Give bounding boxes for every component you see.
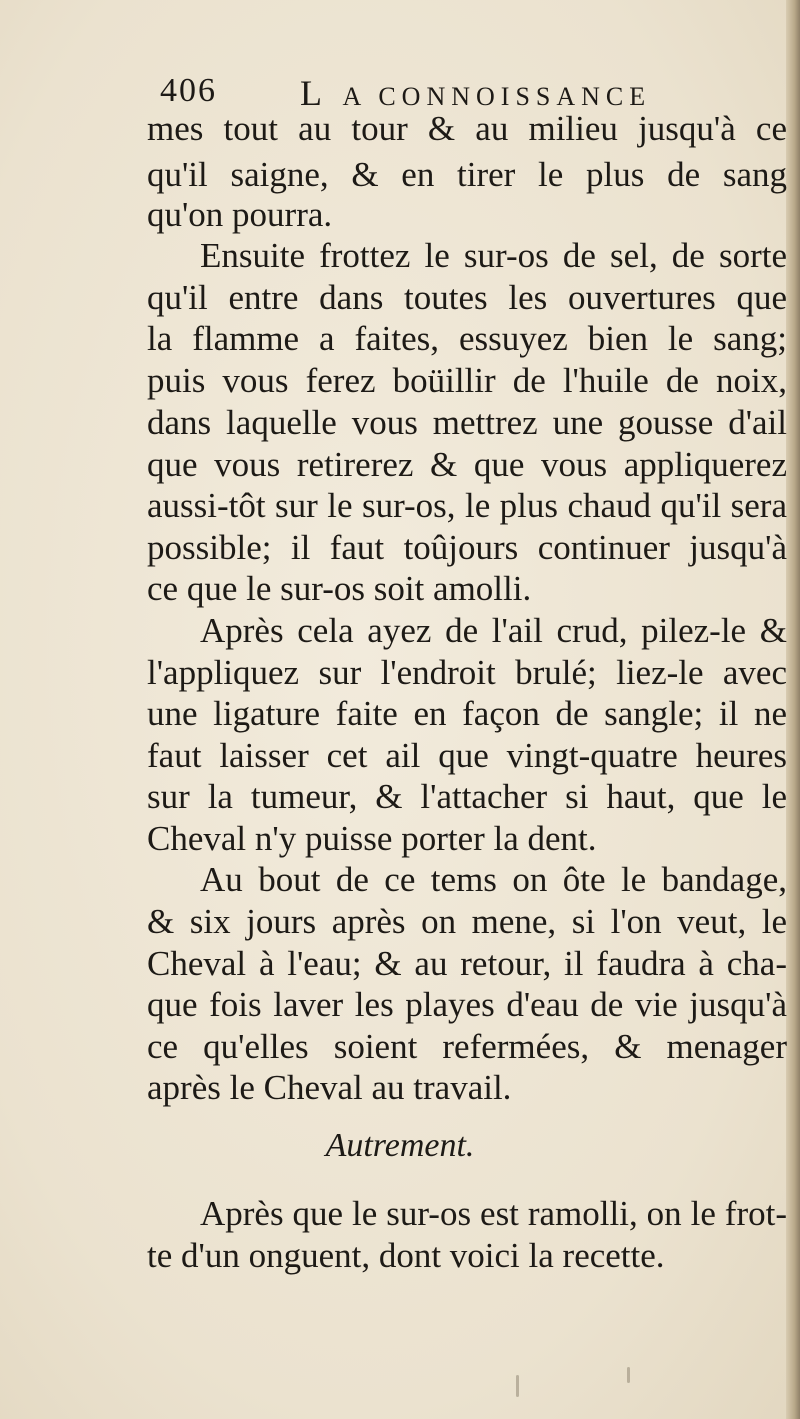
paragraph-start: Ensuite frottez le sur-os de sel, de sorte	[200, 236, 787, 275]
paragraph-start: Au bout de ce tems on ôte le bandage,	[200, 860, 787, 899]
text-line: aussi-tôt sur le sur-os, le plus chaud qu'il sera	[147, 486, 787, 525]
page-edge	[786, 0, 800, 1419]
paragraph-start: Après que le sur-os est ramolli, on le frot-	[200, 1194, 787, 1233]
section-heading: Autrement.	[325, 1127, 475, 1164]
text-line: faut laisser cet ail que vingt-quatre heures	[147, 736, 787, 775]
text-line: la flamme a faites, essuyez bien le sang;	[147, 319, 787, 358]
text-line: l'appliquez sur l'endroit brulé; liez-le avec	[147, 653, 787, 692]
text-line: qu'il saigne, & en tirer le plus de sang	[147, 155, 787, 194]
text-line: qu'on pourra.	[147, 195, 333, 234]
text-line: ce que le sur-os soit amolli.	[147, 569, 532, 608]
text-line: que fois laver les playes d'eau de vie jusqu'à	[147, 985, 787, 1024]
running-title-rest: A CONNOISSANCE	[342, 82, 652, 111]
running-title-initial: L	[300, 73, 328, 113]
ink-speck	[627, 1367, 630, 1383]
text-line: qu'il entre dans toutes les ouvertures que	[147, 278, 787, 317]
text-line: Cheval n'y puisse porter la dent.	[147, 819, 597, 858]
text-line: une ligature faite en façon de sangle; il ne	[147, 694, 787, 733]
text-line: dans laquelle vous mettrez une gousse d'ail	[147, 403, 787, 442]
text-line: après le Cheval au travail.	[147, 1068, 512, 1107]
paragraph-start: Après cela ayez de l'ail crud, pilez-le &	[200, 611, 787, 650]
ink-speck	[516, 1375, 519, 1397]
text-line: mes tout au tour & au milieu jusqu'à ce	[147, 109, 787, 148]
text-line: possible; il faut toûjours continuer jusqu'à	[147, 528, 787, 567]
text-line: puis vous ferez boüillir de l'huile de noix,	[147, 361, 787, 400]
running-header	[160, 72, 720, 112]
text-line: Cheval à l'eau; & au retour, il faudra à cha-	[147, 944, 787, 983]
text-line: sur la tumeur, & l'attacher si haut, que le	[147, 777, 787, 816]
text-line: te d'un onguent, dont voici la recette.	[147, 1236, 665, 1275]
text-line: que vous retirerez & que vous appliquerez	[147, 445, 787, 484]
text-line: & six jours après on mene, si l'on veut, le	[147, 902, 787, 941]
text-line: ce qu'elles soient refermées, & menager	[147, 1027, 787, 1066]
page-number: 406	[160, 72, 217, 109]
